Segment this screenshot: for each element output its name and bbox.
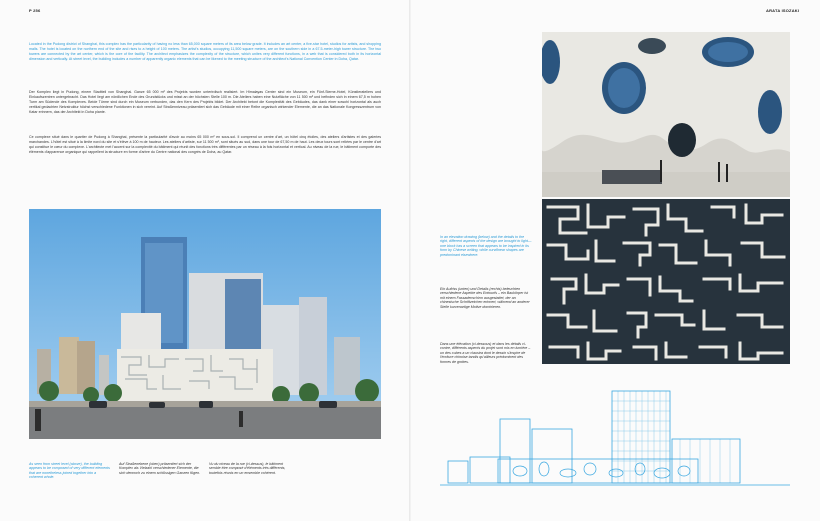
running-header: ARATA ISOZAKI [766, 8, 800, 13]
street-photo-caption-german: Auf Straßenebene (oben) präsentiert sich der Komplex als Vielzahl verschiedener Elemente, die sich dennoch zu einem schlüssigen Ganzen fügen. [119, 461, 201, 475]
elevation-caption-german: Ein Aufriss (unten) und Details (rechts) beleuchten verschiedene Aspekte des Entwurfs – ein Baukörper ist mit einem Fassadenschirm ausgestattet, der an chinesische Schriftzeichen erinnert, während an anderer Stelle kurvenartige Motive dominieren. [440, 286, 530, 309]
elevation-caption-french: Dans une élévation (ci-dessous) et dans les détails ci-contre, différents aspects du projet sont mis en lumière – un des cubes a un claustra dont le dessin s'inspire de l'écriture chinoise tandis qu'ailleurs prédominent des formes de grottes. [440, 341, 531, 364]
street-photo-caption-french: Vu du niveau de la rue (ci-dessus), le bâtiment semble être composé d'éléments très différents, toutefois réunis en un ensemble cohérent. [209, 461, 286, 475]
body-text-french: Ce complexe situé dans le quartier de Pudong à Shanghai, présente la particularité d'avoir au moins 65 000 m² en sous-sol. Il comprend un centre d'art, un hôtel cinq étoiles, des ateliers d'artistes et des galeries marchandes. L'hôtel est situé à la limite nord du site et s'élève à 100 m de hauteur. Les ateliers d'artiste, sur 11 500 m², sont situés au sud, dans une tour de 67,50 m de haut. Les deux tours sont reliées par le centre d'art qui constitue le cœur du complexe. L'architecte met l'accent sur la complexité du bâtiment qui réunit des fonctions très différentes par un réseau à la fois horizontal et vertical. Au niveau de la rue, le bâtiment comporte des éléments d'apparence organique qui rappellent la structure en forme d'arbre du Centre national des congrès de Doha, au Qatar. [29, 134, 381, 155]
facade-detail-photo [542, 32, 790, 197]
page-gutter [409, 0, 411, 521]
page-number: P 256 [29, 8, 41, 13]
street-photo-caption-english: As seen from street level (above), the building appears to be composed of very different elements that are nonetheless joined together into a coherent whole. [29, 461, 110, 480]
lattice-screen-photo [542, 199, 790, 364]
elevation-drawing [440, 389, 790, 489]
body-text-english: Located in the Pudong district of Shanghai, this complex has the particularity of having no less than 65,000 square meters of its area below grade. It includes an art center, a five-star hotel, studios for artists, and shopping malls. The hotel is located on the northern end of the site and rises to a height of 100 meters. The artist's studios, occupying 11,500 square meters, are on the southern side in a 67.5-meter-high tower structure. The two towers are connected by the art center, which is the core of the facility. The architect emphasizes the complexity of the structure, which unites very different functions, in a web that is considered both in its horizontal dimension and vertically. At street level, the building includes a number of apparently organic elements that can be likened to the meeting structure of the architect's National Convention Center in Doha, Qatar. [29, 41, 381, 62]
street-view-photo [29, 209, 381, 439]
elevation-caption-english: In an elevation drawing (below) and the details to the right, different aspects of the design are brought to light—one block has a screen that appears to be inspired in its form by Chinese writing, while curvilinear shapes are predominant elsewhere. [440, 234, 532, 257]
body-text-german: Der Komplex liegt in Pudong, einem Stadtteil von Shanghai. Ganze 65 000 m² des Projekts wurden unterirdisch realisiert. Im Himalayas Center sind ein Museum, ein Fünf-Sterne-Hotel, Künstlerateliers und Einkaufszentren untergebracht. Das Hotel liegt am nördlichen Ende des Grundstücks und misst an der höchsten Stelle 100 m. Die Ateliers haben eine Nutzfläche von 11 500 m² und befinden sich in einem 67,5 m hohen Turm am Südende des Komplexes. Beide Türme sind durch ein Museum verbunden, das den Kern des Projekts bildet. Der Architekt betont die Komplexität des Gebäudes, das dank einer sowohl horizontal als auch vertikal gedachten Netzstruktur höchst verschiedene Funktionen in sich vereint. Auf Straßenniveau präsentiert sich das Gebäude mit einer Reihe organisch wirkender Elemente, die an das Nationale Kongresszentrum von Katar erinnern, das der Architekt in Doha plante. [29, 89, 381, 115]
